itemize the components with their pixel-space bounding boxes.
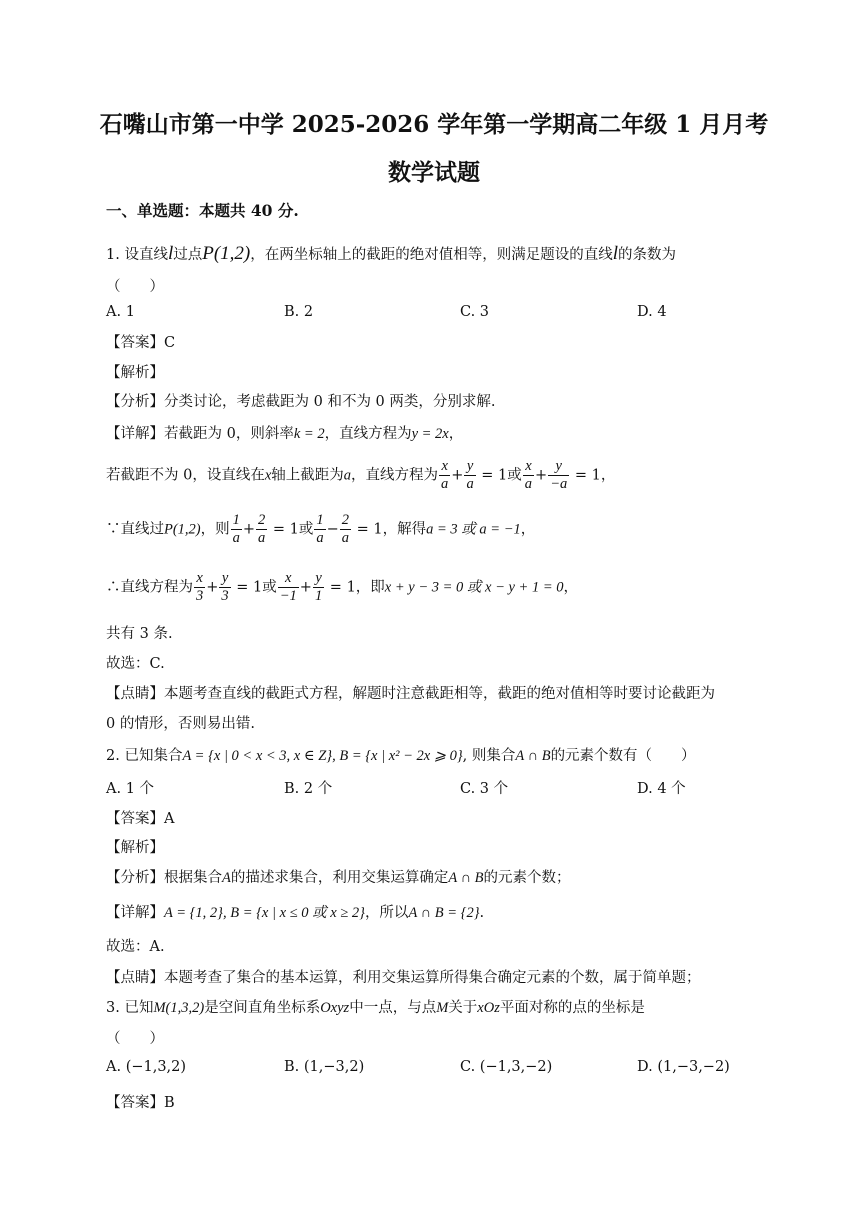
q2-jiexi: 【解析】 bbox=[106, 840, 164, 856]
q1-option-a: A. 1 bbox=[106, 304, 135, 320]
q1-l4-b: ，即 bbox=[355, 579, 385, 596]
q1-comment-1: 【点睛】本题考查直线的截距式方程，解题时注意截距相等，截距的绝对值相等时要讨论截距为 bbox=[106, 686, 715, 702]
q1-l3-p: P(1,2) bbox=[164, 521, 201, 538]
q1-choose: 故选：C. bbox=[106, 656, 165, 672]
q1-paren: （ ） bbox=[106, 279, 164, 295]
q1-count: 共有 3 条. bbox=[106, 626, 173, 642]
q1-frac-2-a2: $\frac{2}{a}$ bbox=[341, 512, 350, 546]
q3-stem-c: 中一点，与点 bbox=[349, 1000, 437, 1016]
q1-detail-3: ∵直线过P(1,2)，则 $\frac{1}{a}$ + $\frac{2}{a}$ = 1或 $\frac{1}{a}$ − $\frac{2}{a}$ = 1，解得a = 3 或 a = −1， bbox=[106, 512, 536, 546]
q1-frac-1-a2: $\frac{1}{a}$ bbox=[316, 512, 324, 546]
q3-plane: xOz bbox=[477, 1000, 500, 1016]
q2-analysis-b: 的描述求集合，利用交集运算确定 bbox=[230, 870, 449, 886]
q1-l3-end: ， bbox=[520, 521, 536, 538]
exam-subtitle: 数学试题 bbox=[388, 159, 480, 186]
q1-l2-end: ， bbox=[600, 467, 616, 484]
q3-stem-b: 是空间直角坐标系 bbox=[204, 1000, 321, 1016]
q2-analysis-c: 的元素个数； bbox=[483, 870, 571, 886]
q1-detail-c: ， bbox=[448, 426, 464, 442]
q3-answer: 【答案】B bbox=[106, 1095, 175, 1111]
q1-option-d: D. 4 bbox=[637, 304, 667, 320]
q2-inter: A ∩ B bbox=[515, 748, 551, 764]
q1-frac-y-3: $\frac{y}{3}$ bbox=[221, 570, 229, 604]
q1-frac-y-neg-a: $\frac{y}{-a}$ bbox=[550, 458, 568, 492]
q1-detail-eq: y = 2x bbox=[411, 426, 449, 442]
q1-answer: 【答案】C bbox=[106, 335, 176, 351]
q2-stem-c: 的元素个数有（ ） bbox=[550, 748, 696, 764]
q1-stem-a: 1. 设直线 bbox=[106, 247, 168, 263]
q1-stem-b: 过点 bbox=[173, 247, 203, 263]
q2-option-d: D. 4 个 bbox=[637, 781, 686, 797]
q3-stem-a: 3. 已知 bbox=[106, 1000, 154, 1016]
q1-l2-b: 轴上截距为 bbox=[271, 467, 344, 484]
q1-detail-b: ，直线方程为 bbox=[324, 426, 412, 442]
q2-detail-a: 【详解】 bbox=[106, 905, 164, 921]
q2-detail-end: . bbox=[479, 905, 485, 921]
q1-detail-2: 若截距不为 0，设直线在x轴上截距为a，直线方程为 $\frac{x}{a}$ + $\frac{y}{a}$ = 1或 $\frac{x}{a}$ + $\frac{y}{-a}$ = 1， bbox=[106, 458, 616, 492]
q3-M: M bbox=[436, 1000, 449, 1016]
q1-detail-4: ∴直线方程为 $\frac{x}{3}$ + $\frac{y}{3}$ = 1或 $\frac{x}{-1}$ + $\frac{y}{1}$ = 1，即x + y − 3 = 0 或 x − y + 1 = 0， bbox=[106, 570, 578, 604]
q2-stem-a: 2. 已知集合 bbox=[106, 748, 183, 764]
q1-detail-a: 【详解】若截距为 0，则斜率 bbox=[106, 426, 294, 442]
q1-l3-a: ∵直线过 bbox=[106, 521, 164, 538]
q2-detail-res: A ∩ B = {2} bbox=[408, 905, 480, 921]
q1-frac-x-neg1: $\frac{x}{-1}$ bbox=[279, 570, 297, 604]
q1-analysis: 【分析】分类讨论，考虑截距为 0 和不为 0 两类，分别求解. bbox=[106, 394, 496, 410]
q1-frac-x-3: $\frac{x}{3}$ bbox=[196, 570, 204, 604]
q2-stem bbox=[106, 744, 696, 765]
q1-jiexi: 【解析】 bbox=[106, 365, 164, 381]
q1-l3-or: 或 bbox=[298, 521, 314, 538]
q1-frac-1-a: $\frac{1}{a}$ bbox=[232, 512, 240, 546]
q2-choose: 故选：A. bbox=[106, 939, 165, 955]
q1-stem-c: ，在两坐标轴上的截距的绝对值相等，则满足题设的直线 bbox=[250, 247, 613, 263]
q1-frac-y-a: $\frac{y}{a}$ bbox=[466, 458, 474, 492]
q3-option-d: D. (1,−3,−2) bbox=[637, 1059, 730, 1075]
section-heading: 一、单选题：本题共 40 分. bbox=[106, 201, 299, 220]
q3-point: M(1,3,2) bbox=[153, 1000, 205, 1016]
q1-l2-or: 或 bbox=[507, 467, 522, 484]
q3-paren: （ ） bbox=[106, 1031, 164, 1047]
q3-stem-d: 关于 bbox=[448, 1000, 478, 1016]
q1-l4-eq: x + y − 3 = 0 或 x − y + 1 = 0 bbox=[384, 579, 564, 596]
q3-option-a: A. (−1,3,2) bbox=[106, 1059, 187, 1075]
q1-l2-x: x bbox=[264, 467, 272, 484]
q1-comment-2: 0 的情形，否则易出错. bbox=[106, 716, 255, 732]
q2-analysis-a: 【分析】根据集合 bbox=[106, 870, 222, 886]
q1-l4-or: 或 bbox=[262, 579, 277, 596]
q1-l3-sol: a = 3 或 a = −1 bbox=[426, 521, 521, 538]
q3-stem bbox=[106, 996, 645, 1017]
q2-sets: A = {x | 0 < x < 3, x ∈ Z}, B = {x | x² − 2x ⩾ 0} bbox=[182, 748, 463, 764]
q3-option-c: C. (−1,3,−2) bbox=[460, 1059, 553, 1075]
q2-analysis-A: A bbox=[222, 870, 231, 886]
q1-point: P(1,2) bbox=[202, 243, 251, 264]
q2-analysis-inter: A ∩ B bbox=[448, 870, 484, 886]
q1-var-l2: l bbox=[612, 243, 619, 264]
q1-l3-b: ，则 bbox=[200, 521, 230, 538]
q1-frac-2-a: $\frac{2}{a}$ bbox=[258, 512, 266, 546]
q1-var-l: l bbox=[167, 243, 174, 264]
q3-stem-e: 平面对称的点的坐标是 bbox=[499, 1000, 645, 1016]
q2-detail-sets: A = {1, 2}, B = {x | x ≤ 0 或 x ≥ 2} bbox=[164, 905, 365, 921]
q1-l4-a: ∴直线方程为 bbox=[106, 579, 193, 596]
q1-frac-x-a: $\frac{x}{a}$ bbox=[441, 458, 449, 492]
q1-stem bbox=[106, 243, 676, 265]
q2-comment: 【点睛】本题考查了集合的基本运算，利用交集运算所得集合确定元素的个数，属于简单题； bbox=[106, 970, 701, 986]
q1-l2-avar: a bbox=[343, 467, 352, 484]
q2-detail-b: ，所以 bbox=[364, 905, 409, 921]
q1-l2-a: 若截距不为 0，设直线在 bbox=[106, 467, 265, 484]
q2-detail bbox=[106, 901, 484, 922]
q1-option-c: C. 3 bbox=[460, 304, 490, 320]
exam-title: 石嘴山市第一中学 2025-2026 学年第一学期高二年级 1 月月考 bbox=[99, 111, 769, 138]
q2-option-c: C. 3 个 bbox=[460, 781, 509, 797]
q3-option-b: B. (1,−3,2) bbox=[284, 1059, 365, 1075]
q1-l4-end: ， bbox=[563, 579, 578, 596]
q1-option-b: B. 2 bbox=[284, 304, 314, 320]
q2-option-b: B. 2 个 bbox=[284, 781, 333, 797]
q3-sys: Oxyz bbox=[320, 1000, 350, 1016]
q1-l3-c: ，解得 bbox=[382, 521, 427, 538]
q2-analysis bbox=[106, 866, 571, 887]
q2-option-a: A. 1 个 bbox=[106, 781, 155, 797]
q2-answer: 【答案】A bbox=[106, 811, 175, 827]
q1-stem-d: 的条数为 bbox=[618, 247, 677, 263]
q2-stem-b: , 则集合 bbox=[462, 748, 516, 764]
q1-frac-y-1: $\frac{y}{1}$ bbox=[314, 570, 323, 604]
q1-detail-1 bbox=[106, 422, 463, 443]
q1-frac-x-a2: $\frac{x}{a}$ bbox=[524, 458, 533, 492]
q1-detail-k: k = 2 bbox=[293, 426, 325, 442]
q1-l2-c: ，直线方程为 bbox=[351, 467, 439, 484]
